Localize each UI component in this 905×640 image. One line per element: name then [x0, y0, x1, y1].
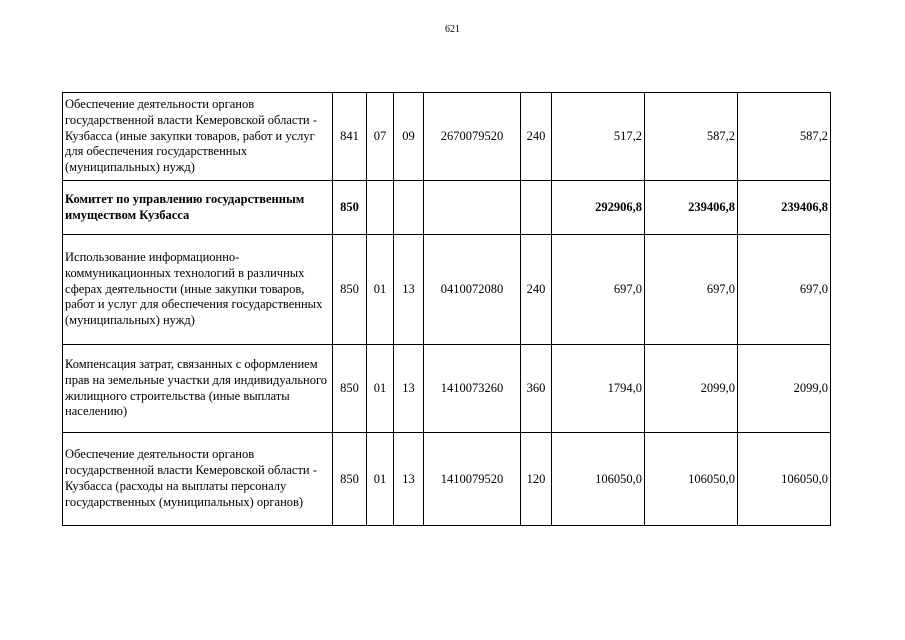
- table-row: [63, 93, 831, 181]
- table-row: [63, 345, 831, 433]
- row-name: Обеспечение деятельности органов государственной власти Кемеровской области - Кузбасса (расходы на выплаты персоналу государственных (муниципальных) органов): [63, 433, 333, 526]
- row-rz: 07: [367, 93, 394, 181]
- budget-table: [62, 92, 831, 526]
- row-name: Комитет по управлению государственным имуществом Кузбасса: [63, 181, 333, 235]
- row-vr: 120: [521, 433, 552, 526]
- row-name: Обеспечение деятельности органов государственной власти Кемеровской области - Кузбасса (иные закупки товаров, работ и услуг для обеспечения государственных (муниципальных) нужд): [63, 93, 333, 181]
- row-pr: 13: [394, 345, 424, 433]
- row-grbs: 850: [333, 433, 367, 526]
- row-csr: [424, 181, 521, 235]
- row-vr: [521, 181, 552, 235]
- row-year2: 2099,0: [645, 345, 738, 433]
- row-year2: 106050,0: [645, 433, 738, 526]
- row-year3: 697,0: [738, 235, 831, 345]
- table-row: [63, 433, 831, 526]
- row-name: Использование информационно-коммуникационных технологий в различных сферах деятельности (иные закупки товаров, работ и услуг для обеспечения государственных (муниципальных) нужд): [63, 235, 333, 345]
- row-pr: [394, 181, 424, 235]
- row-year1: 292906,8: [552, 181, 645, 235]
- row-grbs: 850: [333, 345, 367, 433]
- row-rz: 01: [367, 235, 394, 345]
- row-year3: 587,2: [738, 93, 831, 181]
- row-year2: 239406,8: [645, 181, 738, 235]
- row-year1: 697,0: [552, 235, 645, 345]
- row-csr: 0410072080: [424, 235, 521, 345]
- table-row: [63, 235, 831, 345]
- row-year1: 106050,0: [552, 433, 645, 526]
- row-year3: 239406,8: [738, 181, 831, 235]
- row-grbs: 850: [333, 181, 367, 235]
- row-csr: 1410079520: [424, 433, 521, 526]
- row-year1: 1794,0: [552, 345, 645, 433]
- row-pr: 13: [394, 235, 424, 345]
- row-year1: 517,2: [552, 93, 645, 181]
- table-row: [63, 181, 831, 235]
- row-rz: 01: [367, 345, 394, 433]
- row-year3: 2099,0: [738, 345, 831, 433]
- row-rz: 01: [367, 433, 394, 526]
- row-year2: 697,0: [645, 235, 738, 345]
- row-year2: 587,2: [645, 93, 738, 181]
- row-grbs: 841: [333, 93, 367, 181]
- row-vr: 360: [521, 345, 552, 433]
- row-rz: [367, 181, 394, 235]
- row-vr: 240: [521, 93, 552, 181]
- row-name: Компенсация затрат, связанных с оформлением прав на земельные участки для индивидуального жилищного строительства (иные выплаты населению): [63, 345, 333, 433]
- page-number: 621: [445, 24, 460, 35]
- row-vr: 240: [521, 235, 552, 345]
- row-year3: 106050,0: [738, 433, 831, 526]
- row-csr: 1410073260: [424, 345, 521, 433]
- row-grbs: 850: [333, 235, 367, 345]
- row-csr: 2670079520: [424, 93, 521, 181]
- row-pr: 13: [394, 433, 424, 526]
- row-pr: 09: [394, 93, 424, 181]
